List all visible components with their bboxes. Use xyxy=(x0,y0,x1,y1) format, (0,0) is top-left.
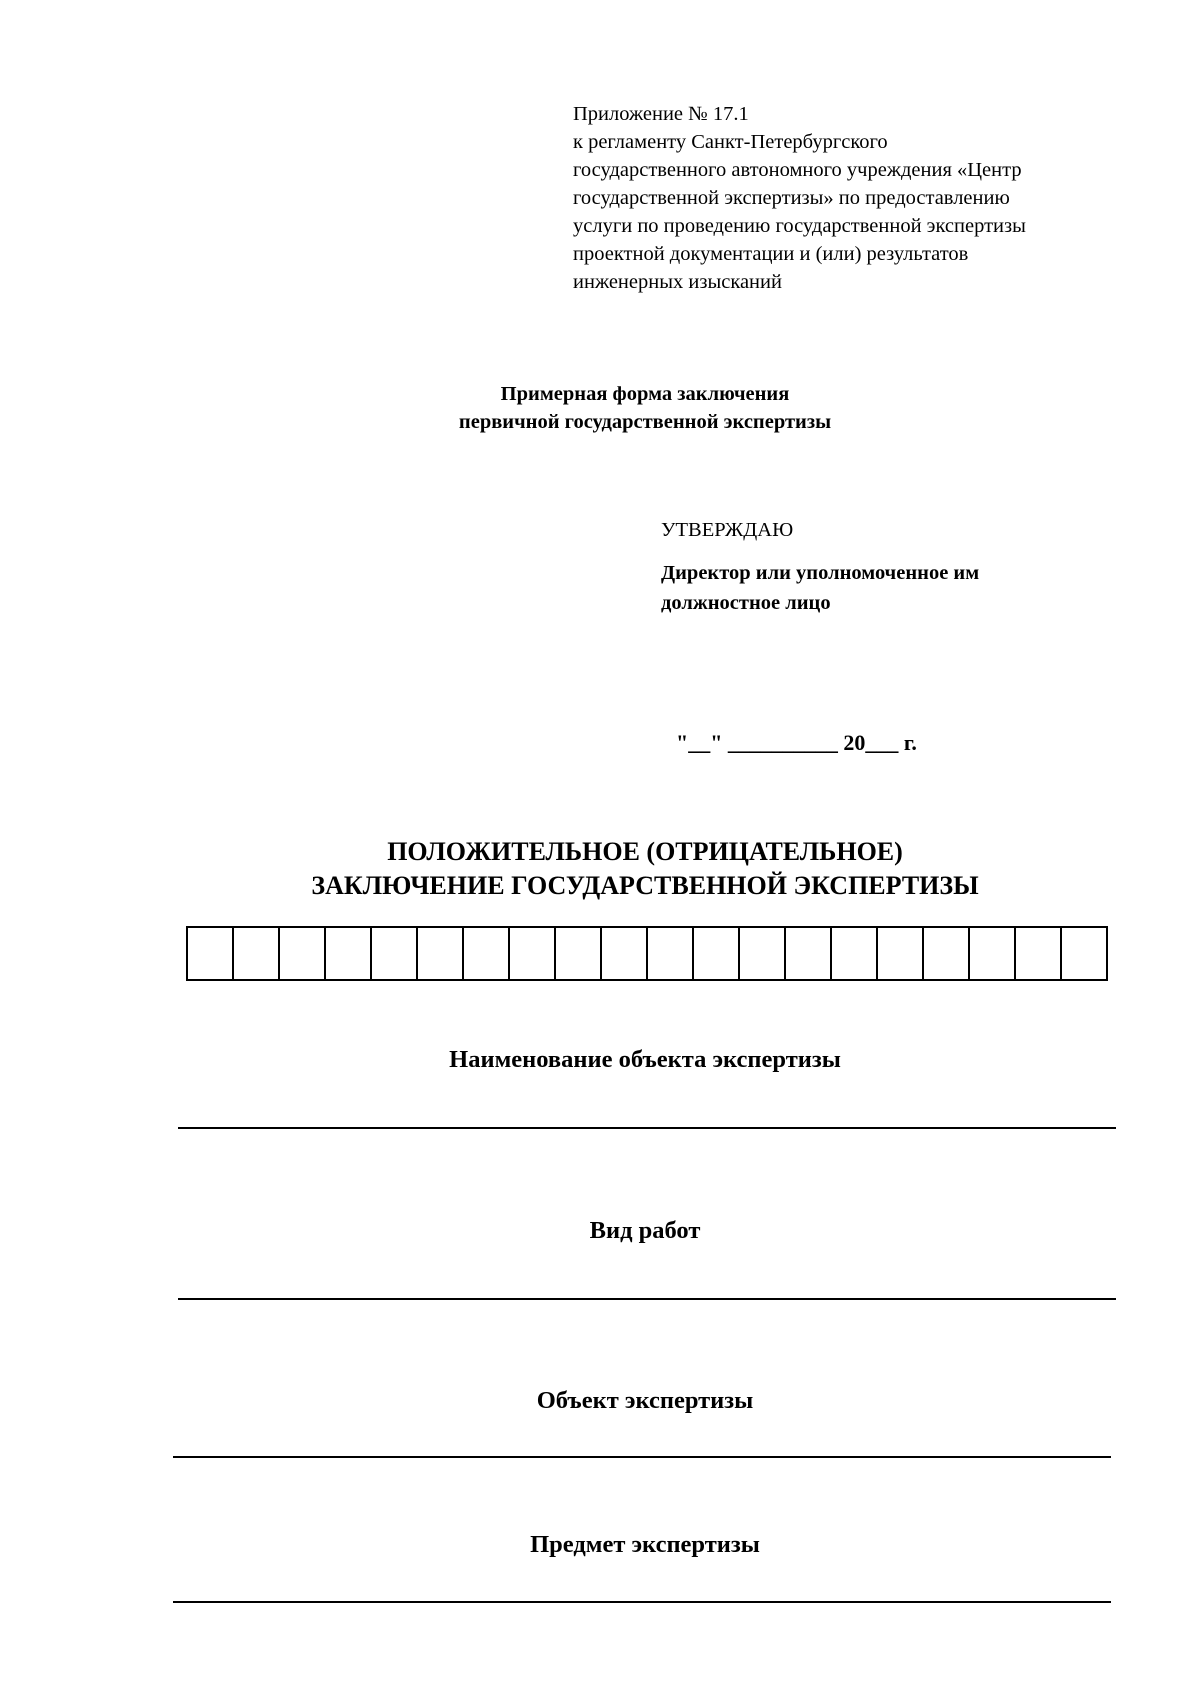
registration-number-cell[interactable] xyxy=(694,926,740,981)
conclusion-title-line-1: ПОЛОЖИТЕЛЬНОЕ (ОТРИЦАТЕЛЬНОЕ) xyxy=(387,837,903,866)
registration-number-cell[interactable] xyxy=(924,926,970,981)
approver-position xyxy=(661,558,979,618)
annex-line: к регламенту Санкт-Петербургского xyxy=(573,131,888,153)
registration-number-cell[interactable] xyxy=(326,926,372,981)
approver-position-line-2: должностное лицо xyxy=(661,592,831,614)
registration-number-cell[interactable] xyxy=(740,926,786,981)
annex-line: услуги по проведению государственной экспертизы xyxy=(573,215,1026,237)
annex-line: инженерных изысканий xyxy=(573,271,782,293)
approval-date-field[interactable]: "__" __________ 20___ г. xyxy=(676,730,917,755)
registration-number-cell[interactable] xyxy=(280,926,326,981)
form-title-line-1: Примерная форма заключения xyxy=(500,383,790,405)
registration-number-cell[interactable] xyxy=(1016,926,1062,981)
expertise-subject-label: Предмет экспертизы xyxy=(530,1531,760,1558)
form-title xyxy=(0,380,1200,436)
conclusion-title xyxy=(0,835,1200,903)
registration-number-cell[interactable] xyxy=(878,926,924,981)
expertise-object-label: Объект экспертизы xyxy=(536,1387,754,1414)
object-name-label: Наименование объекта экспертизы xyxy=(449,1046,841,1073)
registration-number-cell[interactable] xyxy=(418,926,464,981)
expertise-object-line[interactable] xyxy=(173,1456,1111,1458)
registration-number-cell[interactable] xyxy=(464,926,510,981)
registration-number-cell[interactable] xyxy=(1062,926,1108,981)
registration-number-cell[interactable] xyxy=(556,926,602,981)
registration-number-cell[interactable] xyxy=(234,926,280,981)
work-type-label: Вид работ xyxy=(589,1217,701,1244)
registration-number-cell[interactable] xyxy=(372,926,418,981)
work-type-line[interactable] xyxy=(178,1298,1116,1300)
registration-number-cell[interactable] xyxy=(648,926,694,981)
form-title-line-2: первичной государственной экспертизы xyxy=(458,411,832,433)
annex-line: Приложение № 17.1 xyxy=(573,103,749,125)
annex-line: государственного автономного учреждения «Центр xyxy=(573,159,1022,181)
registration-number-cell[interactable] xyxy=(786,926,832,981)
conclusion-title-line-2: ЗАКЛЮЧЕНИЕ ГОСУДАРСТВЕННОЙ ЭКСПЕРТИЗЫ xyxy=(311,871,979,900)
registration-number-cell[interactable] xyxy=(970,926,1016,981)
annex-line: проектной документации и (или) результатов xyxy=(573,243,969,265)
registration-number-cell[interactable] xyxy=(832,926,878,981)
registration-number-cell[interactable] xyxy=(510,926,556,981)
approver-position-line-1: Директор или уполномоченное им xyxy=(661,562,980,584)
registration-number-cell[interactable] xyxy=(602,926,648,981)
expertise-subject-line[interactable] xyxy=(173,1601,1111,1603)
annex-header xyxy=(573,100,1113,296)
registration-number-grid xyxy=(186,926,1108,981)
registration-number-cell[interactable] xyxy=(188,926,234,981)
annex-line: государственной экспертизы» по предоставлению xyxy=(573,187,1010,209)
approval-label: УТВЕРЖДАЮ xyxy=(661,519,794,541)
object-name-line[interactable] xyxy=(178,1127,1116,1129)
